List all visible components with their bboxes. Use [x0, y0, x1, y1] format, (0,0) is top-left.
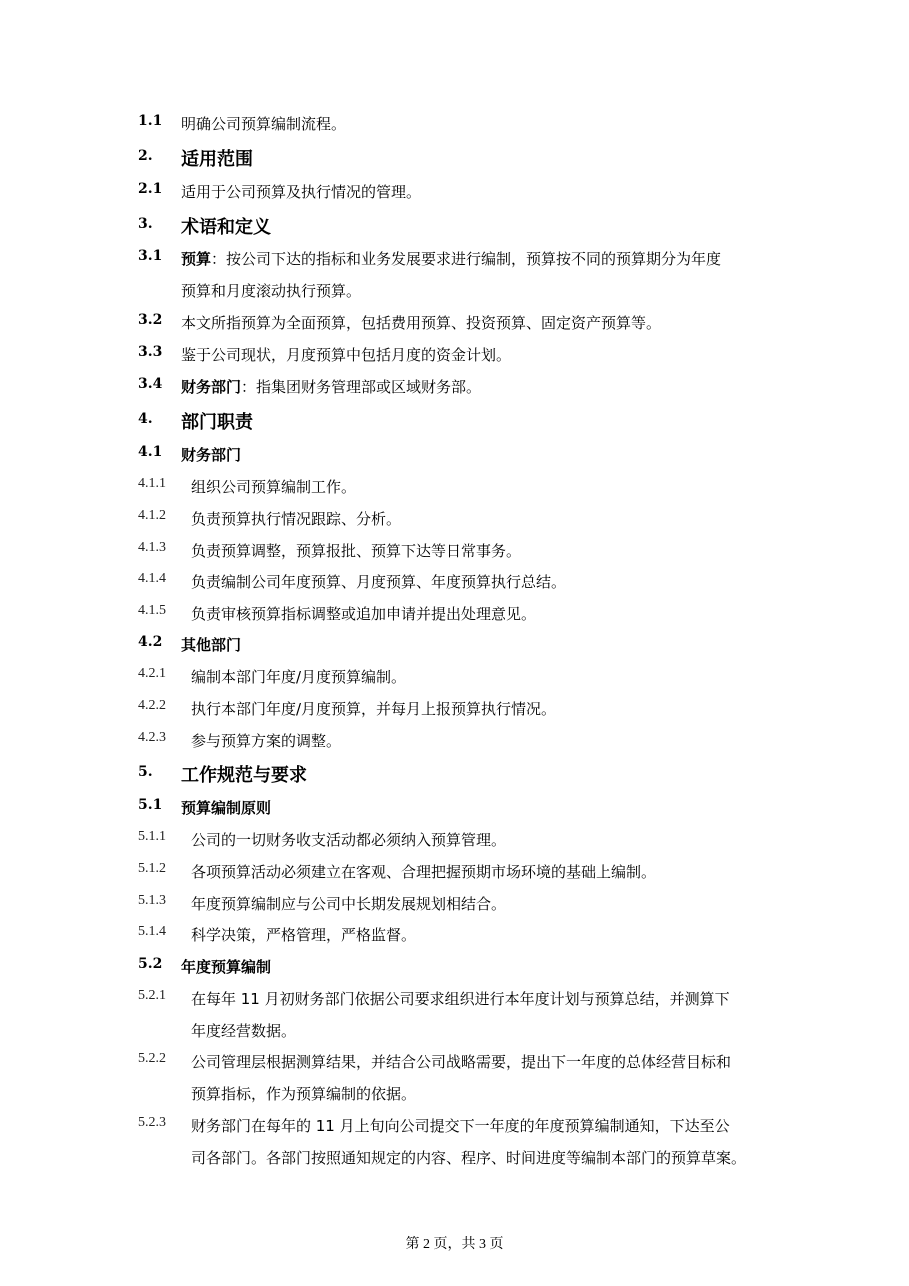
clause-number: 5.1	[138, 797, 163, 813]
clause-text: 财务部门在每年的 11 月上旬向公司提交下一年度的年度预算编制通知，下达至公	[191, 1117, 730, 1135]
clause-number: 2.1	[138, 181, 163, 197]
subsection-title: 财务部门	[181, 446, 242, 464]
clause-text: 在每年 11 月初财务部门依据公司要求组织进行本年度计划与预算总结，并测算下	[191, 990, 730, 1008]
clause-number: 5.1.4	[138, 924, 166, 939]
clause-number: 5.2.3	[138, 1115, 166, 1130]
clause-text: 负责编制公司年度预算、月度预算、年度预算执行总结。	[191, 573, 567, 591]
clause-number: 4.2.3	[138, 730, 166, 745]
clause-text-continued: 预算和月度滚动执行预算。	[181, 282, 362, 300]
section-title: 工作规范与要求	[181, 765, 307, 786]
term-finance-dept: 财务部门	[181, 378, 242, 396]
clause-text: 执行本部门年度/月度预算，并每月上报预算执行情况。	[191, 700, 557, 718]
clause-text: 负责审核预算指标调整或追加申请并提出处理意见。	[191, 605, 537, 623]
subsection-title: 预算编制原则	[181, 799, 272, 817]
clause-text	[181, 248, 721, 269]
section-title: 适用范围	[181, 149, 253, 170]
clause-text: 各项预算活动必须建立在客观、合理把握预期市场环境的基础上编制。	[191, 863, 657, 881]
clause-text: 适用于公司预算及执行情况的管理。	[181, 183, 422, 201]
clause-number: 3.1	[138, 248, 163, 264]
clause-number: 4.1	[138, 444, 163, 460]
clause-text: 负责预算执行情况跟踪、分析。	[191, 510, 402, 528]
term-finance-dept-definition: ：指集团财务管理部或区域财务部。	[241, 378, 482, 396]
section-title: 术语和定义	[181, 217, 271, 238]
clause-text: 负责预算调整，预算报批、预算下达等日常事务。	[191, 542, 522, 560]
section-title: 部门职责	[181, 412, 253, 433]
clause-number: 3.2	[138, 312, 163, 328]
clause-number: 5.1.2	[138, 861, 166, 876]
clause-text: 本文所指预算为全面预算，包括费用预算、投资预算、固定资产预算等。	[181, 314, 662, 332]
clause-number: 5.2	[138, 956, 163, 972]
clause-number: 5.2.1	[138, 988, 166, 1003]
clause-text: 编制本部门年度/月度预算编制。	[191, 668, 407, 686]
clause-number: 1.1	[138, 113, 163, 129]
clause-text: 公司的一切财务收支活动都必须纳入预算管理。	[191, 831, 507, 849]
subsection-title: 其他部门	[181, 636, 242, 654]
clause-number: 4.2.2	[138, 698, 166, 713]
clause-number: 4.1.1	[138, 476, 166, 491]
subsection-title: 年度预算编制	[181, 958, 272, 976]
clause-number: 3.4	[138, 376, 163, 392]
clause-number: 4.1.4	[138, 571, 166, 586]
clause-number: 4.1.5	[138, 603, 166, 618]
term-budget-definition: ：按公司下达的指标和业务发展要求进行编制，预算按不同的预算期分为年度	[211, 250, 722, 268]
clause-number: 4.2.1	[138, 666, 166, 681]
clause-text: 明确公司预算编制流程。	[181, 115, 347, 133]
clause-number: 3.3	[138, 344, 163, 360]
clause-text: 组织公司预算编制工作。	[191, 478, 357, 496]
section-number: 3.	[138, 216, 153, 232]
clause-text-continued: 预算指标，作为预算编制的依据。	[191, 1085, 417, 1103]
clause-number: 5.2.2	[138, 1051, 166, 1066]
clause-text: 鉴于公司现状，月度预算中包括月度的资金计划。	[181, 346, 512, 364]
section-number: 5.	[138, 764, 153, 780]
clause-number: 5.1.1	[138, 829, 166, 844]
clause-text: 参与预算方案的调整。	[191, 732, 342, 750]
clause-number: 4.2	[138, 634, 163, 650]
clause-text: 年度预算编制应与公司中长期发展规划相结合。	[191, 895, 507, 913]
clause-number: 5.1.3	[138, 893, 166, 908]
clause-text: 科学决策，严格管理，严格监督。	[191, 926, 417, 944]
term-budget: 预算	[181, 250, 212, 268]
clause-number: 4.1.2	[138, 508, 166, 523]
clause-text	[181, 376, 481, 397]
clause-text-continued: 司各部门。各部门按照通知规定的内容、程序、时间进度等编制本部门的预算草案。	[191, 1149, 747, 1167]
section-number: 2.	[138, 148, 153, 164]
clause-number: 4.1.3	[138, 540, 166, 555]
section-number: 4.	[138, 411, 153, 427]
clause-text-continued: 年度经营数据。	[191, 1022, 297, 1040]
clause-text: 公司管理层根据测算结果，并结合公司战略需要，提出下一年度的总体经营目标和	[191, 1053, 732, 1071]
page-footer: 第 2 页，共 3 页	[405, 1237, 504, 1252]
